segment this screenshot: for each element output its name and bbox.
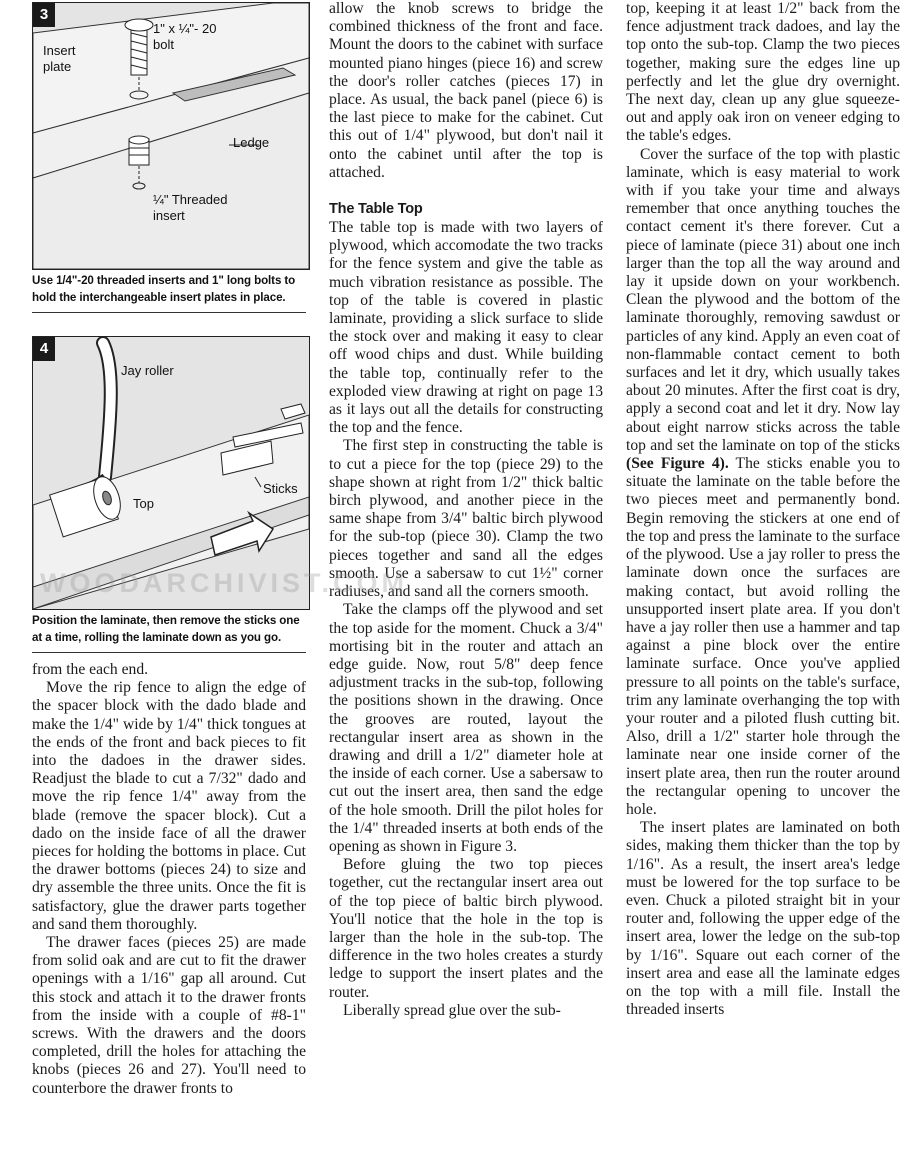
bolt-label: 1" x ¼"- 20 bolt [153,21,217,52]
paragraph: The table top is made with two layers of plywood, which accomodate the two tracks for the fence system and give the table as much vibration resistance as possible. The top of the table is covered in plastic laminate, providing a slick surface to slide the stock over and making it easy to clear off wood chips and dust. While building the table top, continually refer to the exploded view drawing at right on page 13 as it lays out all the details for constructing the top and the fence. [329,219,603,437]
text-column-1 [32,661,306,1098]
paragraph: allow the knob screws to bridge the combined thickness of the front and face. Mount the doors to the cabinet with surface mounted piano hinges (piece 16) and screw the door's roller catches (pieces 17) in place. As usual, the back panel (piece 6) is the last piece to make for the cabinet. Cut this out of 1/4" plywood, but don't nail it onto the cabinet until after the top is attached. [329,0,603,181]
section-heading: The Table Top [329,201,423,218]
paragraph: Take the clamps off the plywood and set the top aside for the moment. Chuck a 3/4" mortising bit in the router and attach an edge guide. Now, rout 5/8" deep fence adjustment tracks in the sub-top, following the positions shown in the drawing. Once the grooves are routed, layout the rectangular insert area as shown in the drawing and drill a 1/2" diameter hole at the inside of each corner. Use a sabersaw to cut out the insert area, then sand the edge of the hole smooth. Drill the pilot holes for the 1/4" threaded inserts at both ends of the opening as shown in Figure 3. [329,601,603,855]
paragraph-text: Cover the surface of the top with plastic laminate, which is easy material to work with if you take your time and always remember that once anything touches the contact cement it's there forever. Cut a piece of laminate (piece 31) about one inch larger than the top all the way around and lay it upside down on your workbench. Clean the plywood and the bottom of the laminate thoroughly, removing sawdust or particles of any kind. Apply an even coat of non-flammable contact cement to both surfaces and let it dry, which usually takes about 20 minutes. After the first coat is dry, apply a second coat and let it dry. Now lay about eight narrow sticks across the table top and set the laminate on top of the sticks [626,145,900,454]
paragraph-text: The sticks enable you to situate the laminate on the table before the two pieces meet and permanently bond. Begin removing the stickers at one end of the top and press the laminate to the surface of the plywood. Use a jay roller to press the laminate down once the surfaces are making contact, but avoid rolling the unsupported insert plate area. If you don't have a jay roller then use a hammer and tap against a pine block over the entire laminate surface. Once you've applied pressure to all points on the table's surface, trim any laminate overhanging the top with your router and a piloted flush cutting bit. Also, drill a 1/2" starter hole through the laminate near one inside corner of the insert plate area, then run the router around the rectangular opening to uncover the hole. [626,455,900,818]
figure-reference: (See Figure 4). [626,455,729,473]
figure-3-caption: Use 1/4"-20 threaded inserts and 1" long bolts to hold the interchangeable insert plates in place. [32,274,296,304]
threaded-insert-label: ¼" Threaded insert [153,192,228,223]
paragraph: Move the rip fence to align the edge of the spacer block with the dado blade and make the 1/4" wide by 1/4" thick tongues at the ends of the front and back pieces to fit into the dadoes in the drawer sides. Readjust the blade to cut a 7/32" dado and move the rip fence 1/4" away from the blade (remove the spacer block). Cut a dado on the inside face of all the drawer pieces for holding the bottoms in place. Cut the drawer bottoms (pieces 24) to size and dry assemble the three units. Once the fit is satisfactory, glue the drawer parts together and sand them thoroughly. [32,679,306,933]
jay-roller-label: Jay roller [121,363,174,378]
top-label: Top [133,496,154,511]
figure-3-number: 3 [33,3,55,27]
figure-4-caption: Position the laminate, then remove the sticks one at a time, rolling the laminate down as you go. [32,614,300,644]
sticks-label: Sticks [263,481,298,496]
text-column-3 [626,0,900,1019]
insert-plate-label: Insert plate [43,43,76,74]
figure-3-caption-rule [32,312,306,313]
paragraph: The first step in constructing the table is to cut a piece for the top (piece 29) to the shape shown at right from 1/2" thick baltic birch plywood, and another piece in the same shape from 3/4" baltic birch plywood for the sub-top (piece 30). Clamp the two pieces together and sand all the edges smooth. Use a sabersaw to cut 1½" corner radiuses, and sand all the corners smooth. [329,437,603,601]
watermark: WOODARCHIVIST.COM [40,568,408,598]
paragraph: top, keeping it at least 1/2" back from the fence adjustment track dadoes, and lay the top onto the sub-top. Clamp the two pieces together, making sure the edges line up perfectly and let the glue dry overnight. The next day, clean up any glue squeeze-out and apply oak iron on veneer edging to the table's edges. [626,0,900,145]
paragraph: The insert plates are laminated on both sides, making them thicker than the top by 1/16". As a result, the insert area's ledge must be lowered for the top surface to be even. Chuck a piloted straight bit in your router and, following the upper edge of the insert area, lower the ledge on the sub-top by 1/16". Square out each corner of the insert area and ease all the laminate edges on the top with a mill file. Install the threaded inserts [626,819,900,1019]
paragraph: from the each end. [32,661,149,678]
paragraph: The drawer faces (pieces 25) are made from solid oak and are cut to fit the drawer openings with a 1/16" gap all around. Cut this stock and attach it to the drawer fronts from the inside with a couple of #8-1" screws. With the drawers and the doors completed, drill the holes for attaching the knobs (pieces 26 and 27). You'll need to counterbore the drawer fronts to [32,934,306,1097]
ledge-label: Ledge [233,135,270,150]
figure-4-caption-rule [32,652,306,653]
figure-3-illustration [32,2,310,270]
paragraph: Liberally spread glue over the sub- [343,1001,561,1019]
figure-4-number: 4 [33,337,55,361]
paragraph [626,146,900,820]
paragraph: Before gluing the two top pieces together, cut the rectangular insert area out of the top piece of baltic birch plywood. You'll notice that the hole in the top is larger than the hole in the sub-top. The difference in the two holes creates a sturdy ledge to support the insert plates and the router. [329,856,603,1001]
text-column-2 [329,0,603,1020]
